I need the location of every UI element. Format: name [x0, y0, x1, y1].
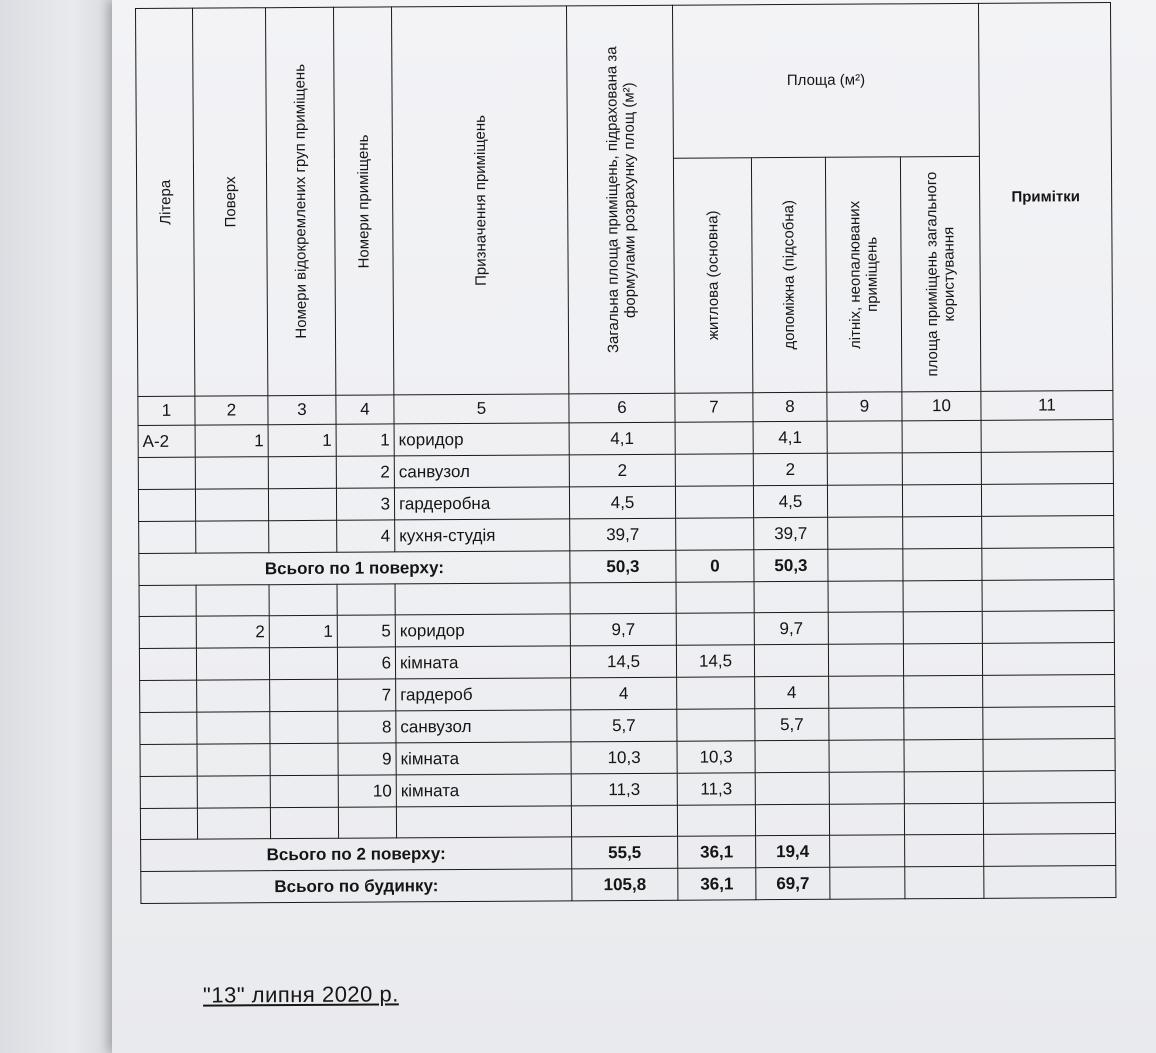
summer-area-cell [827, 453, 902, 485]
purpose-cell: кімната [396, 742, 571, 775]
group-cell [268, 488, 336, 520]
room-number-cell: 10 [338, 775, 396, 807]
empty-cell [140, 808, 197, 839]
living-area-cell [676, 613, 754, 645]
floor-cell [197, 680, 270, 712]
empty-cell [903, 580, 982, 611]
purpose-cell: гардероб [396, 678, 571, 711]
notes-cell [981, 452, 1113, 485]
notes-cell [982, 516, 1114, 549]
floor-cell [195, 457, 268, 489]
floor-cell [196, 521, 269, 553]
total-area-cell: 50,3 [570, 550, 676, 583]
group-cell [269, 520, 337, 552]
summer-area-cell [829, 708, 904, 740]
header-total-area: Загальна площа приміщень, підрахована за формулами розрахунку площ (м²) [566, 5, 674, 394]
common-area-cell [902, 484, 981, 516]
column-number: 1 [138, 396, 195, 425]
living-area-cell [677, 677, 755, 709]
floor-cell: 2 [196, 616, 269, 648]
group-cell: 1 [269, 615, 337, 647]
floor-cell [197, 776, 270, 808]
summer-area-cell [827, 485, 902, 517]
empty-cell [197, 808, 270, 839]
floor-cell [195, 489, 268, 521]
header-notes: Примітки [979, 3, 1113, 392]
header-common: площа приміщень загального користування [900, 156, 980, 392]
litera-cell [138, 457, 195, 489]
auxiliary-area-cell: 19,4 [756, 835, 830, 867]
total-label: Всього по 1 поверху: [139, 551, 570, 586]
total-area-cell: 55,5 [572, 836, 678, 869]
notes-cell [984, 866, 1116, 899]
purpose-cell: кухня-студія [395, 519, 570, 552]
common-area-cell [905, 834, 984, 866]
summer-area-cell [828, 612, 903, 644]
empty-cell [139, 585, 196, 616]
litera-cell [139, 616, 196, 648]
header-room-numbers: Номери приміщень [333, 7, 393, 395]
group-cell [270, 711, 338, 743]
auxiliary-area-cell [754, 644, 828, 676]
empty-cell [677, 805, 755, 836]
header-floor: Поверх [193, 8, 268, 396]
group-cell [270, 743, 338, 775]
auxiliary-area-cell [755, 740, 829, 772]
purpose-cell: гардеробна [394, 487, 569, 520]
litera-cell [139, 521, 196, 553]
column-number: 11 [981, 391, 1113, 421]
empty-cell [270, 807, 338, 838]
empty-cell [337, 584, 395, 615]
notes-cell [981, 484, 1113, 517]
auxiliary-area-cell: 9,7 [754, 612, 828, 644]
purpose-cell: санвузол [394, 455, 569, 488]
room-number-cell: 5 [337, 615, 395, 647]
notes-cell [983, 675, 1115, 708]
group-cell [268, 456, 336, 488]
litera-cell [140, 776, 197, 808]
living-area-cell: 11,3 [677, 773, 755, 805]
group-cell [270, 679, 338, 711]
empty-cell [396, 806, 571, 838]
summer-area-cell [828, 644, 903, 676]
summer-area-cell [829, 740, 904, 772]
auxiliary-area-cell: 2 [753, 453, 827, 485]
floor-cell [197, 744, 270, 776]
floor-cell: 1 [195, 425, 268, 457]
column-number: 6 [569, 393, 675, 423]
room-explication-table [135, 2, 1116, 904]
header-living: житлова (основна) [673, 157, 752, 393]
empty-cell [755, 804, 829, 835]
empty-cell [829, 804, 904, 835]
total-area-cell: 11,3 [571, 773, 677, 806]
room-number-cell: 7 [338, 679, 396, 711]
notes-cell [981, 420, 1113, 453]
auxiliary-area-cell: 4,5 [753, 485, 827, 517]
empty-cell [269, 584, 337, 615]
auxiliary-area-cell: 4,1 [753, 421, 827, 453]
purpose-cell: кімната [395, 646, 570, 679]
auxiliary-area-cell: 4 [755, 676, 829, 708]
room-explication-table-wrap [135, 2, 1115, 906]
common-area-cell [903, 516, 982, 548]
group-cell [270, 775, 338, 807]
auxiliary-area-cell: 39,7 [754, 517, 828, 549]
header-summer: літніх, неопалюваних приміщень [825, 156, 901, 392]
total-label: Всього по будинку: [141, 869, 572, 904]
room-number-cell: 9 [338, 743, 396, 775]
page-edge [0, 0, 120, 1053]
total-area-cell: 14,5 [570, 645, 676, 678]
column-number: 10 [902, 391, 981, 420]
header-litera: Літера [136, 8, 195, 396]
living-area-cell: 0 [676, 550, 754, 582]
summer-area-cell [829, 772, 904, 804]
litera-cell: А-2 [138, 425, 195, 457]
litera-cell [138, 489, 195, 521]
total-area-cell: 9,7 [570, 613, 676, 646]
total-area-cell: 105,8 [572, 868, 678, 901]
notes-cell [982, 643, 1114, 676]
header-group-numbers: Номери відокремлених груп приміщень [266, 7, 336, 395]
empty-cell [676, 582, 754, 613]
living-area-cell [677, 709, 755, 741]
purpose-cell: коридор [394, 423, 569, 456]
living-area-cell [676, 518, 754, 550]
floor-cell [196, 648, 269, 680]
auxiliary-area-cell [755, 772, 829, 804]
auxiliary-area-cell: 50,3 [754, 549, 828, 581]
common-area-cell [903, 611, 982, 643]
header-purpose: Призначення приміщень [391, 6, 568, 395]
notes-cell [983, 771, 1115, 804]
empty-cell [570, 582, 676, 614]
litera-cell [140, 712, 197, 744]
total-area-cell: 2 [569, 454, 675, 487]
room-number-cell: 4 [337, 520, 395, 552]
floor-cell [197, 712, 270, 744]
table-body [138, 420, 1116, 904]
living-area-cell: 36,1 [678, 836, 756, 868]
group-cell [269, 647, 337, 679]
room-number-cell: 8 [338, 711, 396, 743]
summer-area-cell [830, 835, 905, 867]
living-area-cell [675, 454, 753, 486]
header-area-group: Площа (м²) [672, 3, 979, 157]
room-number-cell: 2 [336, 456, 394, 488]
column-number: 3 [268, 395, 336, 424]
empty-cell [196, 585, 269, 616]
living-area-cell: 10,3 [677, 741, 755, 773]
building-total-row [141, 866, 1116, 904]
total-area-cell: 4,1 [569, 422, 675, 455]
common-area-cell [904, 707, 983, 739]
notes-cell [983, 707, 1115, 740]
column-number: 9 [827, 392, 902, 421]
total-area-cell: 5,7 [571, 709, 677, 742]
common-area-cell [904, 771, 983, 803]
column-number: 7 [675, 393, 753, 422]
summer-area-cell [830, 867, 905, 899]
summer-area-cell [829, 676, 904, 708]
notes-cell [983, 739, 1115, 772]
room-number-cell: 6 [337, 647, 395, 679]
header-auxiliary: допоміжна (підсобна) [751, 157, 826, 393]
litera-cell [139, 648, 196, 680]
document-date: "13" липня 2020 р. [202, 981, 399, 1008]
common-area-cell [903, 548, 982, 580]
column-number: 5 [394, 394, 569, 424]
common-area-cell [903, 643, 982, 675]
purpose-cell: санвузол [396, 710, 571, 743]
living-area-cell: 36,1 [678, 868, 756, 900]
total-area-cell: 10,3 [571, 741, 677, 774]
summer-area-cell [827, 421, 902, 453]
common-area-cell [904, 675, 983, 707]
total-area-cell: 39,7 [570, 518, 676, 551]
litera-cell [140, 744, 197, 776]
notes-cell [982, 548, 1114, 581]
empty-cell [828, 581, 903, 612]
litera-cell [140, 680, 197, 712]
empty-cell [338, 807, 396, 838]
common-area-cell [904, 739, 983, 771]
auxiliary-area-cell: 69,7 [756, 867, 830, 899]
notes-cell [982, 611, 1114, 644]
column-number: 8 [753, 392, 827, 421]
common-area-cell [905, 866, 984, 898]
total-label: Всього по 2 поверху: [141, 837, 572, 872]
column-number: 4 [336, 395, 394, 424]
living-area-cell [675, 486, 753, 518]
empty-cell [982, 580, 1114, 612]
room-number-cell: 3 [336, 488, 394, 520]
common-area-cell [902, 420, 981, 452]
empty-cell [904, 803, 983, 834]
total-area-cell: 4,5 [569, 486, 675, 519]
living-area-cell [675, 422, 753, 454]
empty-cell [395, 583, 570, 615]
empty-cell [754, 581, 828, 612]
column-number: 2 [195, 396, 268, 425]
purpose-cell: кімната [396, 774, 571, 807]
purpose-cell: коридор [395, 614, 570, 647]
room-number-cell: 1 [336, 424, 394, 456]
notes-cell [984, 834, 1116, 867]
empty-cell [983, 803, 1115, 835]
group-cell: 1 [268, 424, 336, 456]
empty-cell [571, 805, 677, 837]
common-area-cell [902, 452, 981, 484]
living-area-cell: 14,5 [676, 645, 754, 677]
summer-area-cell [828, 517, 903, 549]
auxiliary-area-cell: 5,7 [755, 708, 829, 740]
total-area-cell: 4 [571, 677, 677, 710]
summer-area-cell [828, 549, 903, 581]
